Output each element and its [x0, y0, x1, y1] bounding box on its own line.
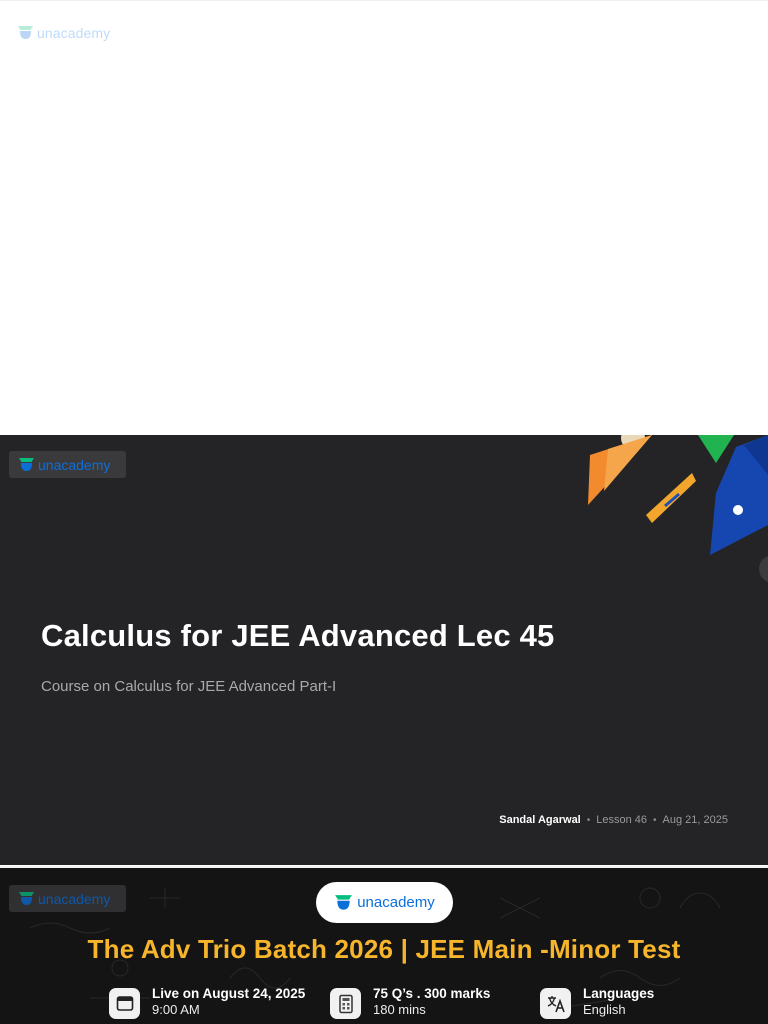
test-questions-marks: 75 Q’s . 300 marks: [373, 986, 491, 1001]
unacademy-logo-icon: [17, 25, 34, 41]
lesson-meta: [499, 814, 728, 826]
meta-separator: •: [653, 814, 657, 826]
lesson-card[interactable]: [0, 435, 768, 865]
course-name: Course on Calculus for JEE Advanced Part-I: [41, 678, 337, 695]
test-date: Live on August 24, 2025: [152, 986, 306, 1001]
language-value: English: [583, 1002, 626, 1017]
logo-text: unacademy: [37, 25, 111, 41]
lesson-number: Lesson 46: [596, 814, 648, 826]
unacademy-logo-badge: [9, 451, 126, 478]
test-title[interactable]: The Adv Trio Batch 2026 | JEE Main -Minor Test: [87, 934, 681, 964]
unacademy-logo-icon: [18, 891, 35, 907]
educator-name[interactable]: Sandal Agarwal: [499, 814, 581, 826]
stationery-illustration: [568, 435, 768, 585]
logo-text: unacademy: [357, 894, 435, 911]
unacademy-logo-icon: [334, 894, 353, 912]
test-schedule: [109, 986, 305, 1019]
lesson-title[interactable]: Calculus for JEE Advanced Lec 45: [41, 618, 555, 653]
test-time: 9:00 AM: [152, 1002, 200, 1017]
unacademy-logo-icon: [18, 457, 35, 473]
test-duration: 180 mins: [373, 1002, 426, 1017]
unacademy-brand-pill: [316, 882, 453, 923]
test-language: [540, 986, 654, 1019]
logo-text: unacademy: [38, 456, 111, 473]
logo-text: unacademy: [38, 890, 111, 907]
calendar-icon: [109, 988, 140, 1019]
test-pattern: [330, 986, 490, 1019]
lesson-card-placeholder[interactable]: [0, 0, 768, 435]
unacademy-logo: [17, 23, 110, 43]
meta-separator: •: [586, 814, 591, 826]
unacademy-logo-badge: [9, 885, 126, 912]
lesson-date: Aug 21, 2025: [662, 814, 728, 826]
test-sheet-icon: [330, 988, 361, 1019]
language-icon: [540, 988, 571, 1019]
test-banner-card[interactable]: [0, 866, 768, 1024]
language-label: Languages: [583, 986, 655, 1001]
